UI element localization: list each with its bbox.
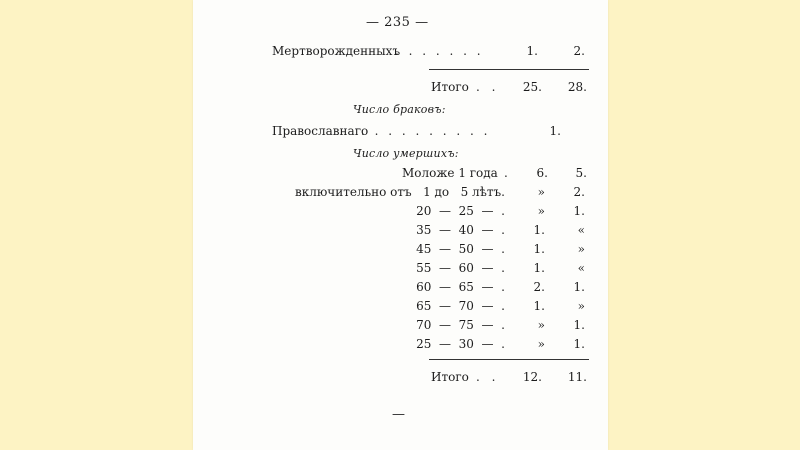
age-row-range: 60 — 65 — .: [416, 280, 505, 294]
orthodox-label: Православнаго: [272, 124, 369, 138]
age-row-col1: »: [537, 185, 545, 199]
stillborn-col2: 2.: [573, 44, 585, 58]
orthodox-col2: 1.: [549, 124, 561, 138]
age-row-col1: 1.: [533, 242, 545, 256]
age-row-col2: 1.: [573, 280, 585, 294]
age-row-col2: «: [577, 261, 585, 275]
stillborn-dots: . . . . . . .: [395, 44, 484, 58]
age-row-col2: 1.: [573, 318, 585, 332]
age-row-col1: »: [537, 204, 545, 218]
age-row-col2: 1.: [573, 204, 585, 218]
under-one-dot: .: [504, 166, 508, 180]
document-page: [193, 0, 608, 450]
total-2-col2: 11.: [567, 370, 587, 384]
age-row-col1: »: [537, 318, 545, 332]
age-row-col1: »: [537, 337, 545, 351]
total-2-dots: . .: [476, 370, 500, 384]
age-row-col1: 1.: [533, 223, 545, 237]
orthodox-dots: . . . . . . . . . .: [361, 124, 491, 138]
age-row-col1: 2.: [533, 280, 545, 294]
age-row-col2: »: [577, 299, 585, 313]
total-1-dots: . .: [476, 80, 500, 94]
age-row-col2: 2.: [573, 185, 585, 199]
stillborn-col1: 1.: [526, 44, 538, 58]
age-row-range: 70 — 75 — .: [416, 318, 505, 332]
age-row-col2: «: [577, 223, 585, 237]
age-row-col2: 1.: [573, 337, 585, 351]
age-row-range: 25 — 30 — .: [416, 337, 505, 351]
page-number: — 235 —: [366, 15, 429, 30]
deaths-heading: Число умершихъ:: [353, 147, 459, 160]
age-row-range: 55 — 60 — .: [416, 261, 505, 275]
total-2-rule: [429, 359, 589, 360]
total-1-col2: 28.: [567, 80, 587, 94]
total-2-label: Итого: [431, 370, 469, 384]
age-row-range: 20 — 25 — .: [416, 204, 505, 218]
total-2-col1: 12.: [522, 370, 542, 384]
stillborn-label: Мертворожденныхъ: [272, 44, 401, 58]
age-row-col1: 1.: [533, 299, 545, 313]
marriages-heading: Число браковъ:: [353, 103, 446, 116]
under-one-col2: 5.: [575, 166, 587, 180]
age-row-col2: »: [577, 242, 585, 256]
age-row-range: 45 — 50 — .: [416, 242, 505, 256]
total-1-rule: [429, 69, 589, 70]
age-row-range: включительно отъ 1 до 5 лѣтъ.: [294, 185, 505, 199]
age-row-range: 65 — 70 — .: [416, 299, 505, 313]
total-1-col1: 25.: [522, 80, 542, 94]
age-row-range: 35 — 40 — .: [416, 223, 505, 237]
footer-mark: —: [392, 407, 406, 422]
age-row-col1: 1.: [533, 261, 545, 275]
under-one-col1: 6.: [536, 166, 548, 180]
under-one-label: Моложе 1 года: [402, 166, 498, 180]
total-1-label: Итого: [431, 80, 469, 94]
